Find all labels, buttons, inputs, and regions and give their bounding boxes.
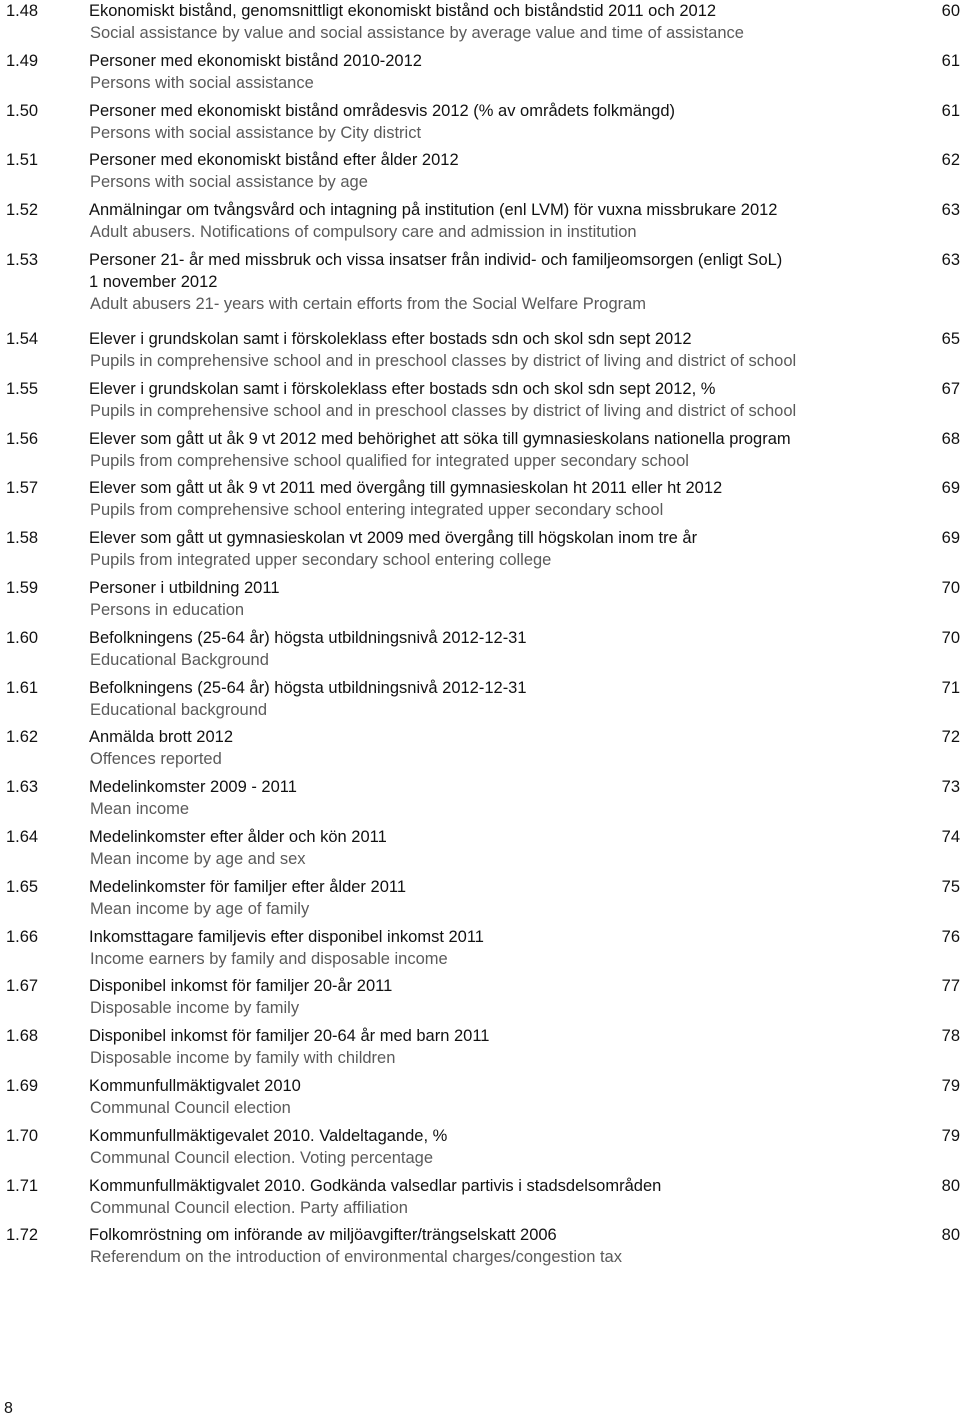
toc-entry-title: Medelinkomster efter ålder och kön 2011 — [89, 827, 387, 846]
toc-entry[interactable] — [0, 677, 960, 727]
toc-entry-subtitle: Educational background — [90, 700, 268, 719]
toc-entry-title: Personer med ekonomiskt bistånd områdesvis 2012 (% av områdets folkmängd) — [89, 101, 676, 120]
toc-entry-page-number: 63 — [941, 201, 960, 220]
toc-entry-title: Medelinkomster 2009 - 2011 — [89, 778, 297, 797]
toc-entry-number: 1.68 — [6, 1027, 39, 1046]
toc-entry-title: Personer 21- år med missbruk och vissa insatser från individ- och familjeomsorgen (enligt SoL) 1 november 2012 — [89, 250, 783, 291]
toc-entry[interactable] — [0, 776, 960, 826]
toc-entry[interactable] — [0, 1175, 960, 1225]
toc-entry-subtitle: Referendum on the introduction of environmental charges/congestion tax — [90, 1248, 622, 1267]
toc-entry-subtitle: Offences reported — [90, 750, 222, 769]
toc-entry-number: 1.72 — [6, 1226, 39, 1245]
toc-entry-subtitle: Persons with social assistance by age — [90, 173, 368, 192]
toc-entry[interactable] — [0, 100, 960, 150]
toc-entry-number: 1.48 — [6, 2, 39, 20]
toc-entry-subtitle: Communal Council election. Party affiliation — [90, 1198, 408, 1217]
toc-entry-title: Folkomröstning om införande av miljöavgifter/trängselskatt 2006 — [89, 1226, 557, 1245]
toc-entry-page-number: 67 — [941, 379, 960, 398]
toc-entry-title: Elever som gått ut gymnasieskolan vt 2009 med övergång till högskolan inom tre år — [89, 529, 698, 548]
toc-entry-page-number: 69 — [941, 479, 960, 498]
toc-entry-subtitle: Pupils from comprehensive school qualified for integrated upper secondary school — [90, 451, 689, 470]
toc-entry-title: Elever i grundskolan samt i förskoleklass efter bostads sdn och skol sdn sept 2012, % — [89, 379, 716, 398]
toc-entry-number: 1.51 — [6, 151, 39, 170]
toc-entry-page-number: 70 — [941, 578, 960, 597]
toc-entry-page-number: 60 — [941, 2, 960, 20]
toc-entry[interactable] — [0, 577, 960, 627]
toc-entry-subtitle: Persons with social assistance — [90, 73, 314, 92]
toc-entry-page-number: 61 — [941, 101, 960, 120]
toc-entry-page-number: 61 — [941, 51, 960, 70]
toc-entry-subtitle: Income earners by family and disposable income — [90, 949, 448, 968]
toc-entry-page-number: 80 — [941, 1176, 960, 1195]
toc-entry-number: 1.58 — [6, 529, 39, 548]
toc-entry[interactable] — [0, 1125, 960, 1175]
toc-entry-page-number: 74 — [941, 827, 960, 846]
toc-entry-subtitle: Disposable income by family — [90, 999, 300, 1018]
toc-entry-number: 1.49 — [6, 51, 39, 70]
toc-entry-number: 1.65 — [6, 877, 39, 896]
toc-entry-subtitle: Adult abusers 21- years with certain efforts from the Social Welfare Program — [90, 294, 647, 313]
toc-entry[interactable] — [0, 826, 960, 876]
toc-entry-subtitle: Mean income by age and sex — [90, 849, 306, 868]
toc-entry-title: Personer med ekonomiskt bistånd efter ålder 2012 — [89, 151, 459, 170]
toc-entry-number: 1.60 — [6, 628, 39, 647]
toc-entry-page-number: 70 — [941, 628, 960, 647]
toc-entry-page-number: 79 — [941, 1126, 960, 1145]
toc-entry-title: Kommunfullmäktigvalet 2010. Godkända valsedlar partivis i stadsdelsområden — [89, 1176, 662, 1195]
toc-entry-number: 1.70 — [6, 1126, 39, 1145]
toc-entry[interactable] — [0, 1075, 960, 1125]
toc-entry[interactable] — [0, 50, 960, 100]
toc-entry-page-number: 69 — [941, 529, 960, 548]
toc-entry[interactable] — [0, 328, 960, 378]
toc-entry-number: 1.62 — [6, 728, 39, 747]
toc-entry-page-number: 68 — [941, 429, 960, 448]
toc-entry-title: Elever som gått ut åk 9 vt 2012 med behörighet att söka till gymnasieskolans nationella program — [89, 429, 791, 448]
toc-entry[interactable] — [0, 0, 960, 50]
toc-entry-number: 1.63 — [6, 778, 39, 797]
toc-entry-number: 1.55 — [6, 379, 39, 398]
toc-entry-title: Anmälda brott 2012 — [89, 728, 234, 747]
toc-entry-subtitle: Pupils from comprehensive school entering integrated upper secondary school — [90, 501, 664, 520]
toc-entry-title: Kommunfullmäktigevalet 2010. Valdeltagande, % — [89, 1126, 448, 1145]
toc-entry[interactable] — [0, 428, 960, 478]
toc-entry[interactable] — [0, 876, 960, 926]
toc-entry-number: 1.57 — [6, 479, 39, 498]
toc-entry[interactable] — [0, 1025, 960, 1075]
toc-entry[interactable] — [0, 199, 960, 249]
toc-entry-title: Personer i utbildning 2011 — [89, 578, 280, 597]
toc-entry-number: 1.50 — [6, 101, 39, 120]
toc-entry-title: Disponibel inkomst för familjer 20-år 2011 — [89, 977, 393, 996]
toc-entry-page-number: 62 — [941, 151, 960, 170]
toc-entry-number: 1.53 — [6, 250, 39, 269]
footer-page-number: 8 — [4, 1400, 13, 1417]
toc-entry-subtitle: Pupils in comprehensive school and in preschool classes by district of living and district of school — [90, 351, 797, 370]
toc-entry-subtitle: Persons in education — [90, 600, 245, 619]
toc-entry-number: 1.52 — [6, 201, 39, 220]
toc-entry-subtitle: Communal Council election — [90, 1098, 291, 1117]
toc-entry-subtitle: Educational Background — [90, 650, 269, 669]
toc-entry-number: 1.66 — [6, 927, 39, 946]
toc-entry-title: Kommunfullmäktigvalet 2010 — [89, 1076, 301, 1095]
toc-entry-title: Anmälningar om tvångsvård och intagning på institution (enl LVM) för vuxna missbrukare 2012 — [89, 201, 778, 220]
toc-entry-subtitle: Pupils from integrated upper secondary school entering college — [90, 551, 552, 570]
toc-entry-page-number: 79 — [941, 1076, 960, 1095]
toc-entry-number: 1.54 — [6, 329, 39, 348]
toc-entry[interactable] — [0, 249, 960, 328]
toc-entry[interactable] — [0, 1224, 960, 1274]
toc-entry[interactable] — [0, 975, 960, 1025]
toc-entry-page-number: 78 — [941, 1027, 960, 1046]
toc-entry-subtitle: Communal Council election. Voting percentage — [90, 1148, 434, 1167]
toc-entry-page-number: 73 — [941, 778, 960, 797]
toc-entry-page-number: 71 — [941, 678, 960, 697]
toc-entry-title: Elever i grundskolan samt i förskoleklass efter bostads sdn och skol sdn sept 2012 — [89, 329, 692, 348]
toc-entry-number: 1.59 — [6, 578, 39, 597]
toc-entry-subtitle: Social assistance by value and social assistance by average value and time of assistance — [90, 24, 744, 42]
toc-entry[interactable] — [0, 477, 960, 527]
toc-entry[interactable] — [0, 149, 960, 199]
toc-entry-title: Ekonomiskt bistånd, genomsnittligt ekonomiskt bistånd och biståndstid 2011 och 2012 — [89, 2, 717, 20]
toc-entry-page-number: 65 — [941, 329, 960, 348]
toc-entry-subtitle: Disposable income by family with children — [90, 1049, 396, 1068]
toc-entry-page-number: 75 — [941, 877, 960, 896]
toc-entry-page-number: 72 — [941, 728, 960, 747]
toc-entry[interactable] — [0, 527, 960, 577]
toc-entry-subtitle: Mean income by age of family — [90, 899, 310, 918]
toc-entry-subtitle: Pupils in comprehensive school and in preschool classes by district of living and district of school — [90, 401, 797, 420]
toc-entry[interactable] — [0, 378, 960, 428]
toc-entry-title: Inkomsttagare familjevis efter disponibel inkomst 2011 — [89, 927, 484, 946]
toc-entry-subtitle: Adult abusers. Notifications of compulsory care and admission in institution — [90, 223, 637, 242]
toc-entry[interactable] — [0, 627, 960, 677]
toc-entry-number: 1.61 — [6, 678, 39, 697]
toc-entry-title: Personer med ekonomiskt bistånd 2010-2012 — [89, 51, 422, 70]
toc-entry-number: 1.69 — [6, 1076, 39, 1095]
toc-entry-title: Medelinkomster för familjer efter ålder 2011 — [89, 877, 406, 896]
toc-entry-page-number: 63 — [941, 250, 960, 269]
toc-entry-title: Disponibel inkomst för familjer 20-64 år med barn 2011 — [89, 1027, 490, 1046]
toc-entry-subtitle: Persons with social assistance by City district — [90, 123, 422, 142]
toc-entry[interactable] — [0, 926, 960, 976]
toc-entry-page-number: 80 — [941, 1226, 960, 1245]
toc-entry-title: Elever som gått ut åk 9 vt 2011 med övergång till gymnasieskolan ht 2011 eller ht 2012 — [89, 479, 723, 498]
toc-entry-number: 1.64 — [6, 827, 39, 846]
toc-entry[interactable] — [0, 726, 960, 776]
toc-entry-number: 1.67 — [6, 977, 39, 996]
toc-entry-title: Befolkningens (25-64 år) högsta utbildningsnivå 2012-12-31 — [89, 678, 527, 697]
toc-entry-number: 1.71 — [6, 1176, 39, 1195]
toc-entry-title: Befolkningens (25-64 år) högsta utbildningsnivå 2012-12-31 — [89, 628, 527, 647]
toc-entry-page-number: 77 — [941, 977, 960, 996]
toc-entry-page-number: 76 — [941, 927, 960, 946]
toc-entry-subtitle: Mean income — [90, 800, 190, 819]
toc-entry-number: 1.56 — [6, 429, 39, 448]
